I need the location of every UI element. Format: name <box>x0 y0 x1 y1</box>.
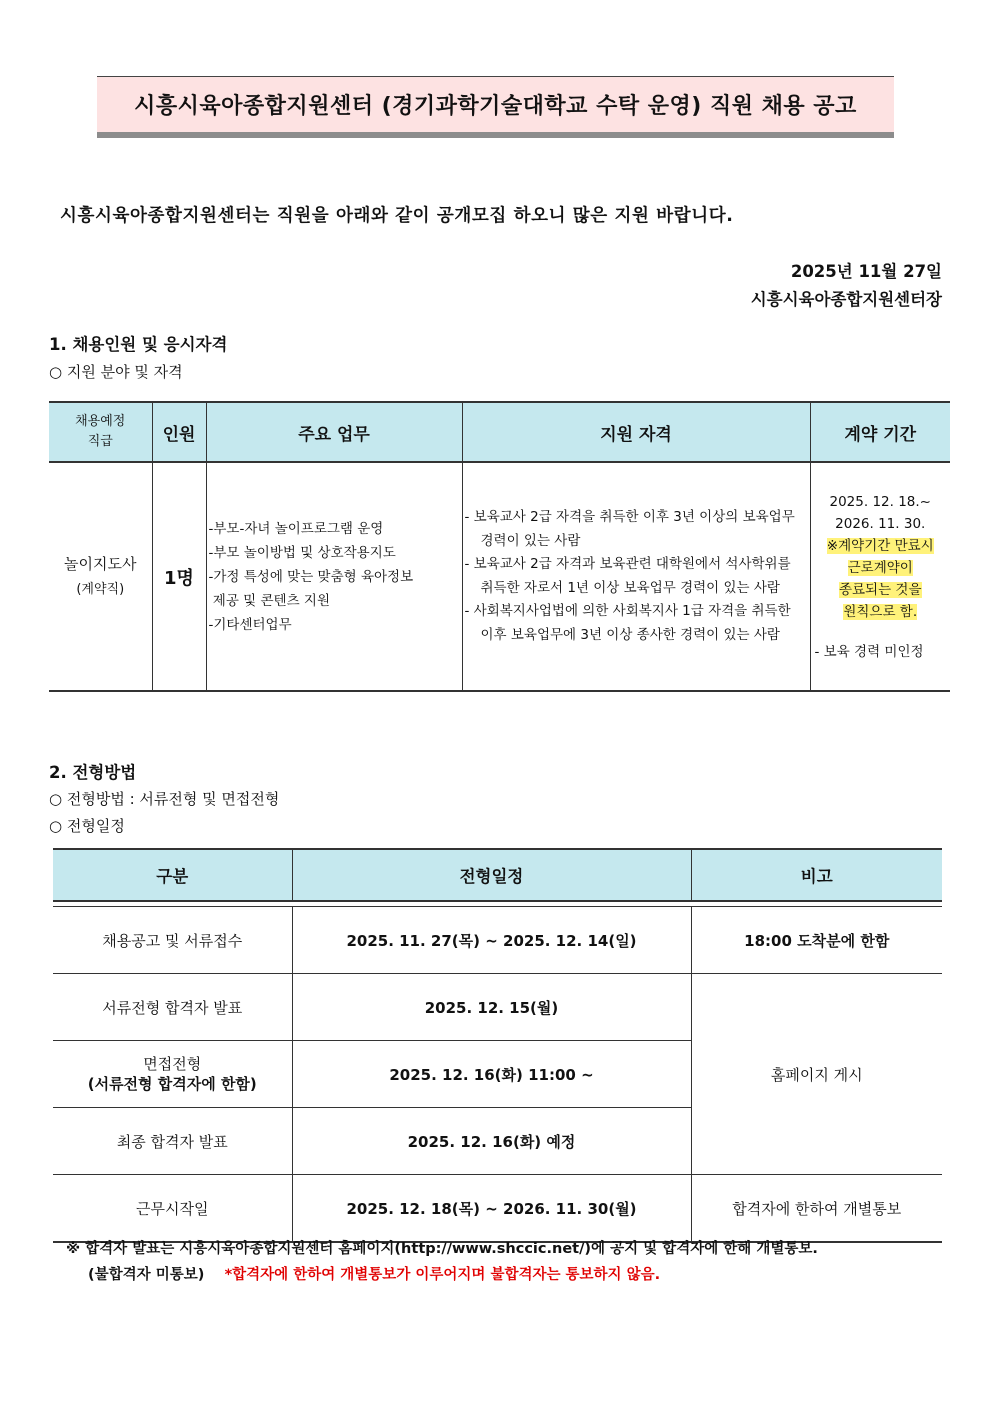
qualification-item: - 사회복지사업법에 의한 사회복지사 1급 자격을 취득한 이후 보육업무에 3년 이상 종사한 경력이 있는 사람 <box>464 603 791 643</box>
period-note: ※계약기간 만료시 근로계약이 종료되는 것을 원칙으로 함. <box>826 537 934 620</box>
headcount: 1명 <box>152 462 206 691</box>
schedule-row <box>53 1175 942 1243</box>
footnote-warning: *합격자에 한하여 개별통보가 이루어지며 불합격자는 통보하지 않음. <box>224 1267 661 1283</box>
document-title: 시흥시육아종합지원센터 (경기과학기술대학교 수탁 운영) 직원 채용 공고 <box>97 76 894 138</box>
qualification-item: - 보육교사 2급 자격을 취득한 이후 3년 이상의 보육업무 경력이 있는 사람 <box>464 509 795 549</box>
schedule-date: 2025. 12. 18(목) ~ 2026. 11. 30(월) <box>292 1175 691 1243</box>
schedule-row <box>53 907 942 974</box>
duty-item: 제공 및 콘텐츠 지원 <box>208 592 330 609</box>
schedule-category: 서류전형 합격자 발표 <box>53 974 292 1041</box>
schedule-date: 2025. 12. 15(월) <box>292 974 691 1041</box>
recruitment-row <box>49 462 950 691</box>
section1-title: 1. 채용인원 및 응시자격 <box>49 335 228 354</box>
header-schedule: 전형일정 <box>292 849 691 901</box>
qualifications-cell <box>462 462 810 691</box>
role-type: (계약직) <box>76 581 125 597</box>
role-cell <box>49 462 152 691</box>
schedule-category: 채용공고 및 서류접수 <box>53 907 292 974</box>
recruitment-header-row <box>49 402 950 462</box>
header-grade: 채용예정 직급 <box>49 402 152 462</box>
section2-title: 2. 전형방법 <box>49 763 137 782</box>
schedule-category: 근무시작일 <box>53 1175 292 1243</box>
issue-info <box>751 258 942 314</box>
footnote-line1: ※ 합격자 발표는 시흥시육아종합지원센터 홈페이지(http://www.shccic.net/)에 공지 및 합격자에 한해 개별통보. <box>66 1241 818 1257</box>
duty-item: -부모 놀이방법 및 상호작용지도 <box>208 544 396 561</box>
schedule-date: 2025. 12. 16(화) 11:00 ~ <box>292 1041 691 1108</box>
issuer-name: 시흥시육아종합지원센터장 <box>750 290 942 309</box>
header-note: 비고 <box>691 849 942 901</box>
duty-item: -부모-자녀 놀이프로그램 운영 <box>208 520 384 537</box>
recruitment-table <box>49 401 950 692</box>
header-period: 계약 기간 <box>810 402 950 462</box>
duty-item: -가정 특성에 맞는 맞춤형 육아정보 <box>208 568 414 585</box>
section2-method: ○ 전형방법 : 서류전형 및 면접전형 <box>49 790 280 808</box>
header-duties: 주요 업무 <box>206 402 462 462</box>
section2-schedule-label: ○ 전형일정 <box>49 817 125 835</box>
header-qualifications: 지원 자격 <box>462 402 810 462</box>
duty-item: -기타센터업무 <box>208 616 292 633</box>
section1-subtitle: ○ 지원 분야 및 자격 <box>49 363 183 381</box>
schedule-note: 합격자에 한하여 개별통보 <box>691 1175 942 1243</box>
qualification-item: - 보육교사 2급 자격과 보육관련 대학원에서 석사학위를 취득한 자로서 1년 이상 보육업무 경력이 있는 사람 <box>464 556 791 596</box>
schedule-note: 홈페이지 게시 <box>691 974 942 1175</box>
header-category: 구분 <box>53 849 292 901</box>
footnote-line2: (불합격자 미통보) *합격자에 한하여 개별통보가 이루어지며 불합격자는 통보하지 않음. <box>88 1267 661 1283</box>
role-name: 놀이지도사 <box>64 554 137 573</box>
schedule-row <box>53 974 942 1041</box>
schedule-category: 최종 합격자 발표 <box>53 1108 292 1175</box>
header-count: 인원 <box>152 402 206 462</box>
period-extra: - 보육 경력 미인정 <box>814 643 924 660</box>
period-end: 2026. 11. 30. <box>835 515 926 532</box>
footnote <box>66 1236 818 1288</box>
schedule-header-row <box>53 849 942 901</box>
period-cell <box>810 462 950 691</box>
issue-date: 2025년 11월 27일 <box>790 262 942 281</box>
schedule-date: 2025. 11. 27(목) ~ 2025. 12. 14(일) <box>292 907 691 974</box>
schedule-note: 18:00 도착분에 한함 <box>691 907 942 974</box>
schedule-date: 2025. 12. 16(화) 예정 <box>292 1108 691 1175</box>
intro-text: 시흥시육아종합지원센터는 직원을 아래와 같이 공개모집 하오니 많은 지원 바랍니다. <box>60 206 734 226</box>
schedule-table <box>53 848 942 1243</box>
schedule-category: 면접전형 (서류전형 합격자에 한함) <box>53 1041 292 1108</box>
duties-cell <box>206 462 462 691</box>
period-start: 2025. 12. 18.~ <box>829 493 931 510</box>
